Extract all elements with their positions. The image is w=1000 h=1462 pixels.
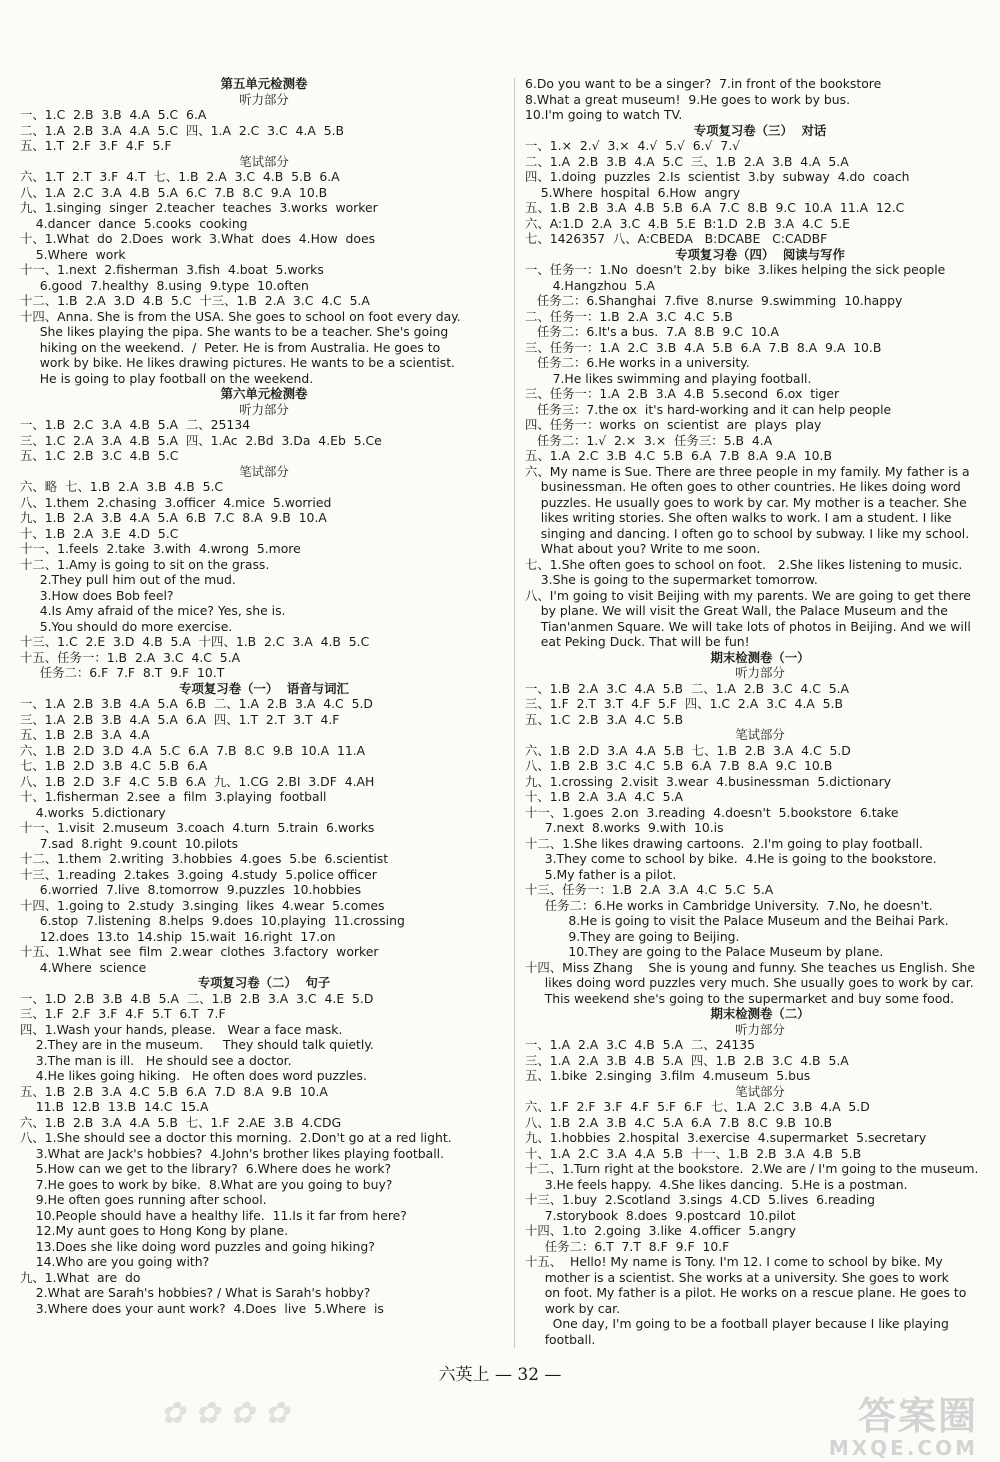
answer-line: 2.They pull him out of the mud. bbox=[20, 572, 236, 587]
answer-line: 十五、1.What see film 2.wear clothes 3.factory worker bbox=[20, 944, 379, 959]
answer-line: 4.Where science bbox=[20, 959, 147, 975]
answer-line: 六、1.B 2.B 3.A 4.A 5.B 七、1.F 2.AE 3.B 4.CDG bbox=[20, 1114, 342, 1130]
page-footer bbox=[0, 1360, 1000, 1385]
answer-line: 八、1.B 2.B 3.C 4.C 5.B 6.A 7.B 8.A 9.C 10.B bbox=[525, 758, 833, 773]
answer-line: 八、1.them 2.chasing 3.officer 4.mice 5.worried bbox=[20, 494, 332, 510]
answer-line: likes writing stories. She often walks to work. I am a student. I like bbox=[525, 510, 952, 525]
answer-line: 12.does 13.to 14.ship 15.wait 16.right 17.on bbox=[20, 928, 336, 944]
answer-line: 九、1.singing singer 2.teacher teaches 3.works worker bbox=[20, 200, 378, 215]
answer-line: 五、1.C 2.B 3.C 4.B 5.C bbox=[20, 448, 179, 463]
answer-line: 八、1.B 2.D 3.F 4.C 5.B 6.A 九、1.CG 2.BI 3.DF 4.AH bbox=[20, 773, 375, 789]
section-heading: 专项复习卷（四） 阅读与写作 bbox=[675, 246, 845, 262]
answer-line: 三、1.F 2.F 3.F 4.F 5.T 6.T 7.F bbox=[20, 1006, 226, 1021]
footer-dash-right: — bbox=[544, 1365, 562, 1385]
right-column bbox=[525, 76, 995, 1347]
answer-line: 一、1.B 2.C 3.A 4.B 5.A 二、25134 bbox=[20, 417, 251, 432]
answer-line: 十三、任务一：1.B 2.A 3.A 4.C 5.C 5.A bbox=[525, 882, 774, 897]
answer-line: 十二、1.She likes drawing cartoons. 2.I'm going to play football. bbox=[525, 835, 923, 851]
answer-line: 五、1.B 2.B 3.A 4.B 5.B 6.A 7.C 8.B 9.C 10.A 11.A 12.C bbox=[525, 200, 905, 215]
answer-line: 3.How does Bob feel? bbox=[20, 587, 174, 603]
answer-line: 7.sad 8.right 9.count 10.pilots bbox=[20, 835, 239, 851]
answer-line: 4.He likes going hiking. He often does word puzzles. bbox=[20, 1068, 367, 1083]
answer-line: 4.works 5.dictionary bbox=[20, 804, 166, 820]
answer-line: 8.What a great museum! 9.He goes to work by bus. bbox=[525, 91, 851, 107]
answer-line: 一、1.A 2.B 3.B 4.A 5.A 6.B 二、1.A 2.B 3.A 4.C 5.D bbox=[20, 696, 373, 711]
answer-line: 十一、1.visit 2.museum 3.coach 4.turn 5.train 6.works bbox=[20, 820, 375, 835]
answer-line: 九、1.B 2.A 3.B 4.A 5.A 6.B 7.C 8.A 9.B 10.A bbox=[20, 510, 327, 525]
answer-line: 任务二：6.F 7.F 8.T 9.F 10.T bbox=[20, 665, 225, 680]
answer-line: 13.Does she like doing word puzzles and going hiking? bbox=[20, 1238, 375, 1254]
answer-line: 3.They come to school by bike. 4.He is going to the bookstore. bbox=[525, 851, 937, 866]
answer-line: 任务三：7.the ox it's hard-working and it can help people bbox=[525, 401, 892, 417]
subsection-heading: 笔试部分 bbox=[239, 153, 289, 169]
answer-line: 六、1.F 2.F 3.F 4.F 5.F 6.F 七、1.A 2.C 3.B 4.A 5.D bbox=[525, 1099, 870, 1114]
answer-line: football. bbox=[525, 1331, 596, 1347]
answer-line: 十、1.B 2.A 3.A 4.C 5.A bbox=[525, 789, 683, 804]
answer-line: 10.They are going to the Palace Museum by plane. bbox=[525, 944, 884, 959]
answer-line: 3.She is going to the supermarket tomorrow. bbox=[525, 572, 818, 587]
answer-line: 3.What are Jack's hobbies? 4.John's brother likes playing football. bbox=[20, 1145, 445, 1161]
answer-line: 6.good 7.healthy 8.using 9.type 10.often bbox=[20, 277, 309, 293]
answer-line: 五、1.T 2.F 3.F 4.F 5.F bbox=[20, 138, 172, 153]
answer-line: 六、1.B 2.D 3.D 4.A 5.C 6.A 7.B 8.C 9.B 10.A 11.A bbox=[20, 742, 366, 758]
answer-line: She likes playing the pipa. She wants to be a teacher. She's going bbox=[20, 324, 449, 339]
answer-line: 九、1.crossing 2.visit 3.wear 4.businessman 5.dictionary bbox=[525, 773, 892, 789]
answer-line: 七、1.B 2.D 3.B 4.C 5.B 6.A bbox=[20, 758, 208, 773]
answer-line: 五、1.B 2.B 3.A 4.A bbox=[20, 727, 150, 742]
answer-line: 三、1.F 2.T 3.T 4.F 5.F 四、1.C 2.A 3.C 4.A 5.B bbox=[525, 696, 843, 711]
watermark-url: MXQE.COM bbox=[828, 1436, 978, 1460]
answer-line: 5.How can we get to the library? 6.Where does he work? bbox=[20, 1161, 392, 1176]
answer-line: puzzles. He usually goes to work by car. My mother is a teacher. She bbox=[525, 494, 967, 510]
answer-line: 一、1.B 2.A 3.C 4.A 5.B 二、1.A 2.B 3.C 4.C 5.A bbox=[525, 680, 850, 696]
answer-line: 5.Where work bbox=[20, 246, 126, 262]
answer-line: 四、1.Wash your hands, please. Wear a face mask. bbox=[20, 1021, 343, 1037]
answer-line: 6.stop 7.listening 8.helps 9.does 10.playing 11.crossing bbox=[20, 913, 405, 928]
section-heading: 期末检测卷（一） bbox=[710, 649, 810, 665]
subsection-heading: 听力部分 bbox=[239, 401, 289, 417]
subsection-heading: 笔试部分 bbox=[735, 727, 785, 742]
answer-line: 7.next 8.works 9.with 10.is bbox=[525, 820, 724, 835]
answer-line: work by bike. He likes drawing pictures. He wants to be a scientist. bbox=[20, 355, 455, 370]
answer-line: 六、A:1.D 2.A 3.C 4.B 5.E B:1.D 2.B 3.A 4.C 5.E bbox=[525, 215, 850, 231]
answer-line: 十、1.B 2.A 3.E 4.D 5.C bbox=[20, 525, 179, 541]
answer-line: hiking on the weekend. / Peter. He is from Australia. He goes to bbox=[20, 339, 441, 355]
answer-line: 十、1.A 2.C 3.A 4.A 5.B 十一、1.B 2.B 3.A 4.B 5.B bbox=[525, 1145, 862, 1161]
answer-line: 五、1.A 2.C 3.B 4.C 5.B 6.A 7.B 8.A 9.A 10.B bbox=[525, 448, 832, 463]
answer-line: 6.Do you want to be a singer? 7.in front of the bookstore bbox=[525, 76, 882, 91]
answer-line: 5.You should do more exercise. bbox=[20, 618, 233, 634]
answer-line: 十四、1.going to 2.study 3.singing likes 4.wear 5.comes bbox=[20, 897, 385, 913]
site-watermark bbox=[829, 1396, 978, 1460]
answer-line: eat Peking Duck. That will be fun! bbox=[525, 634, 750, 649]
answer-line: likes doing word puzzles very much. She usually goes to work by car. bbox=[525, 975, 974, 990]
answer-line: He is going to play football on the weekend. bbox=[20, 370, 314, 386]
answer-line: 十、1.fisherman 2.see a film 3.playing football bbox=[20, 789, 327, 804]
answer-line: 3.Where does your aunt work? 4.Does live 5.Where is bbox=[20, 1300, 384, 1316]
answer-line: 十五、任务一：1.B 2.A 3.C 4.C 5.A bbox=[20, 649, 241, 665]
answer-line: 十三、1.C 2.E 3.D 4.B 5.A 十四、1.B 2.C 3.A 4.B 5.C bbox=[20, 634, 370, 649]
answer-line: 一、1.× 2.√ 3.× 4.√ 5.√ 6.√ 7.√ bbox=[525, 138, 741, 153]
answer-line: 六、1.B 2.D 3.A 4.A 5.B 七、1.B 2.B 3.A 4.C 5.D bbox=[525, 742, 851, 758]
answer-line: Tian'anmen Square. We will take lots of photos in Beijing. And we will bbox=[525, 618, 971, 634]
answer-line: 三、1.A 2.B 3.B 4.A 5.A 6.A 四、1.T 2.T 3.T 4.F bbox=[20, 711, 340, 727]
answer-line: 六、略 七、1.B 2.A 3.B 4.B 5.C bbox=[20, 479, 224, 494]
answer-line: 八、1.B 2.A 3.B 4.C 5.A 6.A 7.B 8.C 9.B 10.B bbox=[525, 1114, 833, 1130]
answer-line: 十四、Miss Zhang She is young and funny. She teaches us English. She bbox=[525, 959, 975, 975]
answer-line: 4.dancer dance 5.cooks cooking bbox=[20, 215, 248, 231]
answer-line: 十二、1.Turn right at the bookstore. 2.We are / I'm going to the museum. bbox=[525, 1161, 979, 1176]
answer-line: 十五、 Hello! My name is Tony. I'm 12. I come to school by bike. My bbox=[525, 1254, 943, 1269]
answer-line: 2.They are in the museum. They should talk quietly. bbox=[20, 1037, 374, 1052]
answer-line: 任务二：6.He works in Cambridge University. 7.No, he doesn't. bbox=[525, 897, 933, 913]
answer-line: 十一、1.feels 2.take 3.with 4.wrong 5.more bbox=[20, 541, 301, 556]
subsection-heading: 听力部分 bbox=[239, 91, 289, 107]
answer-line: 14.Who are you going with? bbox=[20, 1254, 210, 1269]
answer-line: 三、1.C 2.A 3.A 4.B 5.A 四、1.Ac 2.Bd 3.Da 4.Eb 5.Ce bbox=[20, 432, 382, 448]
answer-line: 8.He is going to visit the Palace Museum and the Beihai Park. bbox=[525, 913, 949, 928]
answer-line: 八、1.A 2.C 3.A 4.B 5.A 6.C 7.B 8.C 9.A 10.B bbox=[20, 184, 328, 200]
answer-line: 十四、1.to 2.going 3.like 4.officer 5.angry bbox=[525, 1223, 796, 1238]
answer-line: 10.I'm going to watch TV. bbox=[525, 107, 683, 122]
answer-line: 二、1.A 2.B 3.B 4.A 5.C 三、1.B 2.A 3.B 4.A 5.A bbox=[525, 153, 849, 169]
answer-line: 五、1.C 2.B 3.A 4.C 5.B bbox=[525, 711, 684, 727]
answer-line: 五、1.B 2.B 3.A 4.C 5.B 6.A 7.D 8.A 9.B 10.A bbox=[20, 1083, 328, 1099]
answer-line: 3.He feels happy. 4.She likes dancing. 5.He is a postman. bbox=[525, 1176, 908, 1192]
answer-line: 七、1.She often goes to school on foot. 2.She likes listening to music. bbox=[525, 556, 963, 572]
section-heading: 期末检测卷（二） bbox=[710, 1006, 810, 1021]
answer-line: 5.My father is a pilot. bbox=[525, 866, 677, 882]
subsection-heading: 笔试部分 bbox=[735, 1083, 785, 1099]
answer-line: 一、1.C 2.B 3.B 4.A 5.C 6.A bbox=[20, 107, 207, 122]
answer-line: by plane. We will visit the Great Wall, the Palace Museum and the bbox=[525, 603, 948, 618]
page-number: 32 bbox=[517, 1365, 540, 1385]
answer-line: 六、My name is Sue. There are three people in my family. My father is a bbox=[525, 463, 970, 479]
section-heading: 第五单元检测卷 bbox=[220, 76, 308, 91]
answer-line: 4.Hangzhou 5.A bbox=[525, 277, 655, 293]
answer-line: 五、1.bike 2.singing 3.film 4.museum 5.bus bbox=[525, 1068, 811, 1083]
answer-line: 十三、1.buy 2.Scotland 3.sings 4.CD 5.lives 6.reading bbox=[525, 1192, 876, 1207]
answer-line: 7.He goes to work by bike. 8.What are you going to buy? bbox=[20, 1176, 393, 1192]
answer-line: singing and dancing. I often go to school by subway. I like my school. bbox=[525, 525, 970, 541]
answer-line: 9.They are going to Beijing. bbox=[525, 928, 740, 944]
answer-line: 2.What are Sarah's hobbies? / What is Sarah's hobby? bbox=[20, 1285, 371, 1300]
answer-line: 5.Where hospital 6.How angry bbox=[525, 184, 741, 200]
answer-line: 八、I'm going to visit Beijing with my parents. We are going to get there bbox=[525, 587, 971, 603]
answer-line: 任务二：6.T 7.T 8.F 9.F 10.F bbox=[525, 1238, 730, 1254]
subsection-heading: 笔试部分 bbox=[239, 463, 289, 479]
answer-line: mother is a scientist. She works at a university. She goes to work bbox=[525, 1269, 949, 1285]
answer-line: 四、任务一：works on scientist are plays play bbox=[525, 417, 822, 432]
answer-line: 任务二：6.Shanghai 7.five 8.nurse 9.swimming 10.happy bbox=[525, 293, 903, 308]
section-heading: 专项复习卷（三） 对话 bbox=[693, 122, 827, 138]
answer-line: 12.My aunt goes to Hong Kong by plane. bbox=[20, 1223, 289, 1238]
answer-line: 11.B 12.B 13.B 14.C 15.A bbox=[20, 1099, 209, 1114]
left-column bbox=[20, 76, 508, 1316]
answer-line: 十一、1.next 2.fisherman 3.fish 4.boat 5.works bbox=[20, 262, 324, 277]
section-heading: 第六单元检测卷 bbox=[220, 386, 308, 401]
answer-line: 九、1.What are do bbox=[20, 1269, 141, 1285]
answer-line: This weekend she's going to the supermarket and buy some food. bbox=[525, 990, 955, 1006]
answer-line: 三、1.A 2.A 3.B 4.B 5.A 四、1.B 2.B 3.C 4.B 5.A bbox=[525, 1052, 849, 1068]
answer-line: 十、1.What do 2.Does work 3.What does 4.How does bbox=[20, 231, 376, 246]
answer-line: 3.The man is ill. He should see a doctor. bbox=[20, 1052, 292, 1068]
answer-line: What about you? Write to me soon. bbox=[525, 541, 761, 556]
answer-line: businessman. He often goes to other countries. He likes doing word bbox=[525, 479, 961, 494]
subsection-heading: 听力部分 bbox=[735, 665, 785, 680]
answer-line: One day, I'm going to be a football player because I like playing bbox=[525, 1316, 949, 1331]
answer-line: 任务二：6.He works in a university. bbox=[525, 355, 750, 370]
answer-line: 十三、1.reading 2.takes 3.going 4.study 5.police officer bbox=[20, 866, 377, 882]
book-label: 六英上 bbox=[438, 1365, 490, 1385]
answer-line: 任务二：6.It's a bus. 7.A 8.B 9.C 10.A bbox=[525, 324, 779, 339]
answer-line: 十二、1.B 2.A 3.D 4.B 5.C 十三、1.B 2.A 3.C 4.C 5.A bbox=[20, 293, 370, 308]
footer-dash-left: — bbox=[494, 1365, 518, 1385]
answer-line: 二、任务一：1.B 2.A 3.C 4.C 5.B bbox=[525, 308, 733, 324]
answer-line: 四、1.doing puzzles 2.Is scientist 3.by subway 4.do coach bbox=[525, 169, 910, 184]
answer-line: 10.People should have a healthy life. 11.Is it far from here? bbox=[20, 1207, 407, 1223]
subsection-heading: 听力部分 bbox=[735, 1021, 785, 1037]
answer-line: 八、1.She should see a doctor this morning. 2.Don't go at a red light. bbox=[20, 1130, 452, 1145]
answer-line: 7.storybook 8.does 9.postcard 10.pilot bbox=[525, 1207, 796, 1223]
section-heading: 专项复习卷（二） 句子 bbox=[197, 975, 331, 990]
answer-line: 三、任务一：1.A 2.B 3.A 4.B 5.second 6.ox tiger bbox=[525, 386, 840, 401]
answer-line: 六、1.T 2.T 3.F 4.T 七、1.B 2.A 3.C 4.B 5.B 6.A bbox=[20, 169, 340, 184]
answer-line: 一、1.A 2.A 3.C 4.B 5.A 二、24135 bbox=[525, 1037, 756, 1052]
answer-line: on foot. My father is a pilot. He works on a rescue plane. He goes to bbox=[525, 1285, 967, 1300]
faded-stamp-mark: ✿ ✿ ✿ ✿ bbox=[160, 1396, 290, 1431]
answer-line: 十二、1.them 2.writing 3.hobbies 4.goes 5.be 6.scientist bbox=[20, 851, 389, 866]
answer-line: 三、任务一：1.A 2.C 3.B 4.A 5.B 6.A 7.B 8.A 9.A 10.B bbox=[525, 339, 882, 355]
answer-line: 七、1426357 八、A:CBEDA B:DCABE C:CADBF bbox=[525, 231, 828, 246]
answer-line: 二、1.A 2.B 3.A 4.A 5.C 四、1.A 2.C 3.C 4.A 5.B bbox=[20, 122, 345, 138]
answer-line: work by car. bbox=[525, 1300, 621, 1316]
answer-line: 9.He often goes running after school. bbox=[20, 1192, 267, 1207]
answer-line: 6.worried 7.live 8.tomorrow 9.puzzles 10.hobbies bbox=[20, 882, 362, 897]
section-heading: 专项复习卷（一） 语音与词汇 bbox=[179, 680, 349, 696]
answer-line: 4.Is Amy afraid of the mice? Yes, she is. bbox=[20, 603, 286, 618]
watermark-logo-text: 答案圈 bbox=[857, 1394, 978, 1438]
answer-line: 任务二：1.√ 2.× 3.× 任务三：5.B 4.A bbox=[525, 432, 773, 448]
answer-line: 一、任务一：1.No doesn't 2.by bike 3.likes helping the sick people bbox=[525, 262, 946, 277]
answer-line: 7.He likes swimming and playing football. bbox=[525, 370, 812, 386]
answer-line: 十四、Anna. She is from the USA. She goes to school on foot every day. bbox=[20, 308, 461, 324]
answer-line: 一、1.D 2.B 3.B 4.B 5.A 二、1.B 2.B 3.A 3.C 4.E 5.D bbox=[20, 990, 374, 1006]
answer-line: 九、1.hobbies 2.hospital 3.exercise 4.supermarket 5.secretary bbox=[525, 1130, 927, 1145]
column-divider bbox=[514, 78, 515, 1348]
answer-line: 十二、1.Amy is going to sit on the grass. bbox=[20, 556, 270, 572]
answer-line: 十一、1.goes 2.on 3.reading 4.doesn't 5.bookstore 6.take bbox=[525, 804, 899, 820]
